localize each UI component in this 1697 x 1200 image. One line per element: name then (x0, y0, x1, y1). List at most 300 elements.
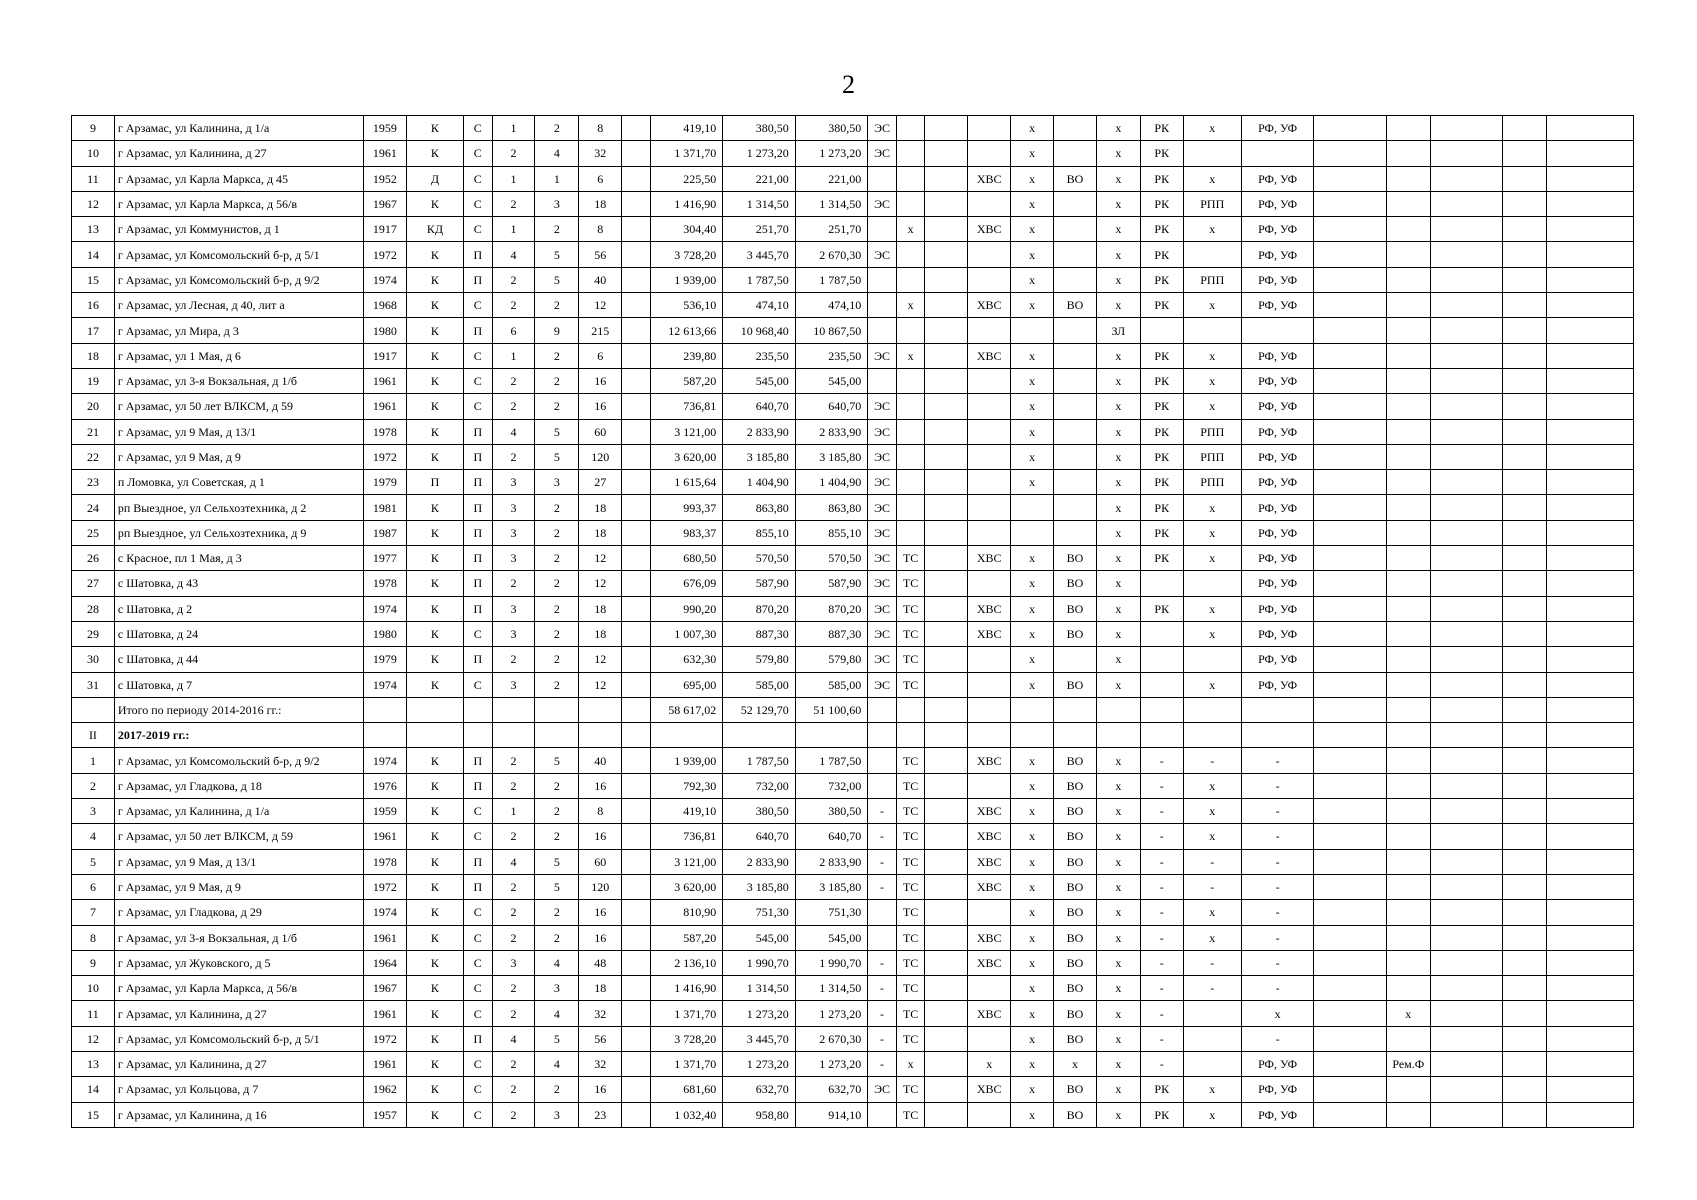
table-cell: 13 (72, 217, 115, 242)
table-cell: 640,70 (723, 394, 795, 419)
table-cell: ХВС (968, 217, 1011, 242)
table-cell: х (896, 1051, 925, 1076)
table-cell: - (1183, 976, 1241, 1001)
table-cell (1314, 874, 1386, 899)
table-cell: х (968, 1051, 1011, 1076)
table-cell: 1 371,70 (650, 1051, 722, 1076)
table-cell (1183, 141, 1241, 166)
table-cell: 2 (492, 444, 535, 469)
section-header-row (72, 723, 1634, 748)
table-cell (1386, 217, 1430, 242)
address-cell: с Шатовка, д 2 (114, 596, 363, 621)
table-cell (1054, 520, 1097, 545)
table-cell: ЭС (868, 520, 897, 545)
table-cell: 9 (535, 318, 579, 343)
table-cell: П (464, 748, 493, 773)
table-cell (1386, 1077, 1430, 1102)
table-cell (1547, 520, 1634, 545)
table-cell (1503, 647, 1547, 672)
housing-registry-table (71, 115, 1634, 1128)
table-cell (896, 318, 925, 343)
table-cell: 1 990,70 (723, 950, 795, 975)
table-cell: 579,80 (795, 647, 867, 672)
table-cell (1183, 318, 1241, 343)
table-cell: 2 (492, 394, 535, 419)
table-row (72, 444, 1634, 469)
table-cell: С (464, 1051, 493, 1076)
table-cell: 990,20 (650, 596, 722, 621)
table-cell (1430, 748, 1502, 773)
table-cell (1386, 621, 1430, 646)
table-cell: ТС (896, 874, 925, 899)
table-cell (1430, 394, 1502, 419)
address-cell: г Арзамас, ул Калинина, д 27 (114, 1051, 363, 1076)
table-cell: С (464, 141, 493, 166)
table-cell (1547, 470, 1634, 495)
table-cell (1547, 242, 1634, 267)
table-cell: 1917 (363, 217, 406, 242)
table-cell: 32 (579, 141, 622, 166)
table-cell: К (406, 267, 463, 292)
table-cell (896, 141, 925, 166)
table-cell: - (1140, 976, 1183, 1001)
table-cell: ХВС (968, 166, 1011, 191)
table-cell: ТС (896, 849, 925, 874)
table-cell: 31 (72, 672, 115, 697)
table-cell (868, 925, 897, 950)
table-cell: 1 273,20 (723, 1051, 795, 1076)
address-cell: г Арзамас, ул 3-я Вокзальная, д 1/б (114, 925, 363, 950)
table-cell: х (1183, 824, 1241, 849)
table-cell: - (1140, 773, 1183, 798)
table-cell (925, 394, 968, 419)
table-cell: П (406, 470, 463, 495)
table-cell (1430, 419, 1502, 444)
address-cell: г Арзамас, ул Комсомольский б-р, д 9/2 (114, 748, 363, 773)
address-cell: г Арзамас, ул Гладкова, д 29 (114, 900, 363, 925)
table-cell: 2 (535, 495, 579, 520)
table-cell: К (406, 596, 463, 621)
table-cell (1430, 368, 1502, 393)
table-cell (1314, 824, 1386, 849)
table-cell: П (464, 647, 493, 672)
table-cell (1547, 874, 1634, 899)
table-cell: х (1183, 166, 1241, 191)
table-cell: х (1183, 773, 1241, 798)
table-cell: ТС (896, 672, 925, 697)
table-cell: РФ, УФ (1241, 1051, 1313, 1076)
table-cell: П (464, 318, 493, 343)
table-cell (1054, 394, 1097, 419)
address-cell: г Арзамас, ул Калинина, д 16 (114, 1102, 363, 1127)
period-2014-2016-rows (72, 116, 1634, 698)
table-cell: 10 (72, 141, 115, 166)
table-cell: 9 (72, 950, 115, 975)
table-cell: 419,10 (650, 116, 722, 141)
table-cell (1183, 242, 1241, 267)
table-cell: х (1011, 849, 1054, 874)
table-cell: К (406, 773, 463, 798)
table-cell (1054, 343, 1097, 368)
table-cell: х (1011, 368, 1054, 393)
table-cell: ТС (896, 900, 925, 925)
table-cell: 1 273,20 (723, 1001, 795, 1026)
table-cell: К (406, 824, 463, 849)
table-cell: ТС (896, 799, 925, 824)
table-cell (1314, 318, 1386, 343)
table-cell (1430, 824, 1502, 849)
table-cell (1430, 520, 1502, 545)
table-cell: ХВС (968, 596, 1011, 621)
table-cell (1547, 849, 1634, 874)
table-cell (925, 900, 968, 925)
table-cell: 2 (535, 116, 579, 141)
table-cell: х (1011, 191, 1054, 216)
table-cell: 2 (492, 267, 535, 292)
table-cell: РФ, УФ (1241, 394, 1313, 419)
table-cell: 870,20 (723, 596, 795, 621)
table-cell (1547, 596, 1634, 621)
table-cell: 5 (535, 849, 579, 874)
table-cell (622, 495, 651, 520)
table-cell (622, 571, 651, 596)
table-cell: 5 (535, 444, 579, 469)
table-cell (896, 495, 925, 520)
table-cell (925, 318, 968, 343)
table-cell: РФ, УФ (1241, 520, 1313, 545)
table-cell: х (1096, 293, 1140, 318)
table-cell: ВО (1054, 571, 1097, 596)
table-cell: 640,70 (795, 394, 867, 419)
table-cell (1183, 1051, 1241, 1076)
table-cell (1314, 1051, 1386, 1076)
table-cell (1430, 1001, 1502, 1026)
table-cell: - (868, 874, 897, 899)
table-cell: х (1096, 368, 1140, 393)
table-row (72, 166, 1634, 191)
table-cell: 235,50 (723, 343, 795, 368)
table-cell (622, 596, 651, 621)
table-cell: ТС (896, 925, 925, 950)
table-cell: - (1140, 950, 1183, 975)
table-cell (1314, 621, 1386, 646)
table-cell (622, 267, 651, 292)
table-cell: х (1011, 748, 1054, 773)
table-cell: х (1011, 976, 1054, 1001)
table-cell: х (1096, 824, 1140, 849)
table-cell: 12 (579, 293, 622, 318)
table-cell: РФ, УФ (1241, 444, 1313, 469)
table-cell (1503, 343, 1547, 368)
table-cell: х (1096, 520, 1140, 545)
table-cell: х (896, 217, 925, 242)
table-cell (1547, 191, 1634, 216)
table-cell (925, 1026, 968, 1051)
table-cell (1503, 191, 1547, 216)
table-cell: С (464, 343, 493, 368)
table-cell: 3 620,00 (650, 444, 722, 469)
table-cell: - (1183, 874, 1241, 899)
table-cell: х (1011, 900, 1054, 925)
table-cell: 887,30 (795, 621, 867, 646)
table-cell: ВО (1054, 546, 1097, 571)
table-cell (1547, 217, 1634, 242)
table-cell: П (464, 444, 493, 469)
table-cell (1503, 849, 1547, 874)
table-cell: К (406, 444, 463, 469)
table-cell: П (464, 470, 493, 495)
table-cell (622, 874, 651, 899)
table-cell (1430, 242, 1502, 267)
table-cell (1314, 1077, 1386, 1102)
table-cell (1386, 318, 1430, 343)
address-cell: г Арзамас, ул Карла Маркса, д 56/в (114, 976, 363, 1001)
table-cell: х (1011, 1102, 1054, 1127)
table-cell (1503, 394, 1547, 419)
table-cell: ЭС (868, 647, 897, 672)
table-cell: ХВС (968, 621, 1011, 646)
table-cell: 16 (579, 925, 622, 950)
table-cell (1547, 318, 1634, 343)
address-cell: г Арзамас, ул Калинина, д 1/а (114, 799, 363, 824)
table-cell: ЭС (868, 470, 897, 495)
table-cell (1430, 343, 1502, 368)
table-cell (1547, 773, 1634, 798)
table-cell (1547, 495, 1634, 520)
table-cell: П (464, 1026, 493, 1051)
table-cell: ЭС (868, 596, 897, 621)
table-cell (1503, 166, 1547, 191)
table-cell: 1976 (363, 773, 406, 798)
table-cell: 2 (535, 621, 579, 646)
table-cell: 1967 (363, 976, 406, 1001)
table-cell: - (1140, 1026, 1183, 1051)
table-cell: С (464, 1077, 493, 1102)
table-cell: 2 (492, 571, 535, 596)
table-cell: ХВС (968, 1077, 1011, 1102)
table-cell: 10 968,40 (723, 318, 795, 343)
table-cell: РК (1140, 444, 1183, 469)
table-cell (1503, 799, 1547, 824)
table-cell: 2 (535, 799, 579, 824)
table-cell (1547, 1051, 1634, 1076)
table-cell (622, 318, 651, 343)
address-cell: г Арзамас, ул 3-я Вокзальная, д 1/б (114, 368, 363, 393)
table-cell (1503, 1001, 1547, 1026)
address-cell: рп Выездное, ул Сельхозтехника, д 2 (114, 495, 363, 520)
table-cell: 221,00 (723, 166, 795, 191)
table-cell: 632,70 (795, 1077, 867, 1102)
table-cell: 1972 (363, 1026, 406, 1051)
table-cell: - (1140, 874, 1183, 899)
table-cell: - (1241, 824, 1313, 849)
table-cell (868, 368, 897, 393)
table-cell: 2 (535, 546, 579, 571)
table-cell (1430, 141, 1502, 166)
table-cell (1430, 470, 1502, 495)
table-cell: 5 (535, 267, 579, 292)
table-cell: С (464, 217, 493, 242)
table-cell: ХВС (968, 874, 1011, 899)
table-cell: 3 (492, 621, 535, 646)
table-cell (1386, 824, 1430, 849)
table-cell: К (406, 191, 463, 216)
table-cell: 251,70 (795, 217, 867, 242)
table-row (72, 1077, 1634, 1102)
table-cell: 2 (535, 773, 579, 798)
table-cell: 1 990,70 (795, 950, 867, 975)
table-cell: 1 371,70 (650, 141, 722, 166)
table-cell: х (1096, 546, 1140, 571)
table-cell: 732,00 (723, 773, 795, 798)
table-cell: - (1140, 849, 1183, 874)
table-cell (1314, 748, 1386, 773)
table-cell (622, 748, 651, 773)
table-cell: С (464, 799, 493, 824)
table-cell: - (1241, 900, 1313, 925)
table-cell (1314, 495, 1386, 520)
table-cell: РК (1140, 520, 1183, 545)
table-cell: 8 (72, 925, 115, 950)
table-row (72, 343, 1634, 368)
table-cell: х (1096, 748, 1140, 773)
table-cell: ХВС (968, 293, 1011, 318)
table-cell: 15 (72, 1102, 115, 1127)
table-cell: х (1183, 672, 1241, 697)
table-cell (622, 293, 651, 318)
table-cell: Рем.Ф (1386, 1051, 1430, 1076)
table-cell (1503, 293, 1547, 318)
table-cell: С (464, 166, 493, 191)
table-cell: РК (1140, 267, 1183, 292)
address-cell: г Арзамас, ул 1 Мая, д 6 (114, 343, 363, 368)
table-cell: К (406, 546, 463, 571)
table-cell: ТС (896, 1102, 925, 1127)
table-cell: х (1183, 546, 1241, 571)
table-cell (968, 495, 1011, 520)
table-cell (622, 849, 651, 874)
table-cell: 8 (579, 116, 622, 141)
table-cell (1503, 596, 1547, 621)
table-cell: РФ, УФ (1241, 217, 1313, 242)
table-cell (1314, 546, 1386, 571)
table-cell: 28 (72, 596, 115, 621)
table-cell (1314, 773, 1386, 798)
table-cell: 1 939,00 (650, 267, 722, 292)
table-cell: 736,81 (650, 824, 722, 849)
table-cell: РК (1140, 546, 1183, 571)
table-cell (1183, 647, 1241, 672)
subtotal-total-area: 58 617,02 (650, 697, 722, 722)
table-cell: ЭС (868, 116, 897, 141)
table-cell: 1961 (363, 824, 406, 849)
table-cell: 1 273,20 (795, 1001, 867, 1026)
table-cell: К (406, 748, 463, 773)
table-cell: 5 (535, 874, 579, 899)
table-row (72, 318, 1634, 343)
table-cell: 9 (72, 116, 115, 141)
table-cell (1547, 444, 1634, 469)
table-cell (1054, 242, 1097, 267)
table-cell (1547, 419, 1634, 444)
table-cell: РФ, УФ (1241, 116, 1313, 141)
table-cell: П (464, 596, 493, 621)
table-cell: ВО (1054, 773, 1097, 798)
table-cell: 3 (535, 976, 579, 1001)
table-cell: ВО (1054, 824, 1097, 849)
table-cell (1011, 520, 1054, 545)
table-cell (622, 773, 651, 798)
table-cell (1430, 849, 1502, 874)
table-cell: РК (1140, 368, 1183, 393)
table-cell (1386, 647, 1430, 672)
page-number: 2 (842, 70, 855, 99)
table-cell: 1 (492, 217, 535, 242)
table-cell: 1978 (363, 849, 406, 874)
table-cell: - (1241, 874, 1313, 899)
table-cell (1386, 672, 1430, 697)
table-cell: х (1011, 874, 1054, 899)
table-cell (925, 1102, 968, 1127)
table-cell: 2 (492, 976, 535, 1001)
table-cell: 2 (535, 900, 579, 925)
table-cell (1314, 470, 1386, 495)
table-cell: 545,00 (795, 368, 867, 393)
table-cell (1314, 976, 1386, 1001)
table-cell (1314, 849, 1386, 874)
table-cell: 1 032,40 (650, 1102, 722, 1127)
table-cell (1430, 293, 1502, 318)
table-cell: 2 (535, 596, 579, 621)
table-cell: 3 (492, 596, 535, 621)
table-cell: РК (1140, 166, 1183, 191)
table-cell: РК (1140, 419, 1183, 444)
table-cell: х (1054, 1051, 1097, 1076)
table-cell: х (1011, 925, 1054, 950)
table-cell: ВО (1054, 596, 1097, 621)
table-cell: 4 (535, 1001, 579, 1026)
table-cell (1386, 191, 1430, 216)
table-cell: 2 (535, 293, 579, 318)
table-cell: ЭС (868, 546, 897, 571)
table-row (72, 773, 1634, 798)
table-cell: Д (406, 166, 463, 191)
table-cell (1503, 773, 1547, 798)
table-cell (1430, 546, 1502, 571)
table-cell: х (1011, 166, 1054, 191)
address-cell: г Арзамас, ул 9 Мая, д 9 (114, 874, 363, 899)
table-cell (1547, 1102, 1634, 1127)
table-cell (968, 976, 1011, 1001)
table-cell (1503, 267, 1547, 292)
address-cell: с Красное, пл 1 Мая, д 3 (114, 546, 363, 571)
table-cell: х (1096, 925, 1140, 950)
table-cell (925, 672, 968, 697)
table-cell: 6 (579, 166, 622, 191)
table-cell: 18 (72, 343, 115, 368)
table-cell (868, 217, 897, 242)
table-cell (622, 166, 651, 191)
table-row (72, 1102, 1634, 1127)
table-cell: 2 (492, 191, 535, 216)
table-cell (1547, 166, 1634, 191)
table-cell (868, 318, 897, 343)
table-cell (1386, 874, 1430, 899)
table-cell: 235,50 (795, 343, 867, 368)
table-cell: 2 (492, 1051, 535, 1076)
table-cell: 3 185,80 (723, 444, 795, 469)
table-cell (1314, 925, 1386, 950)
